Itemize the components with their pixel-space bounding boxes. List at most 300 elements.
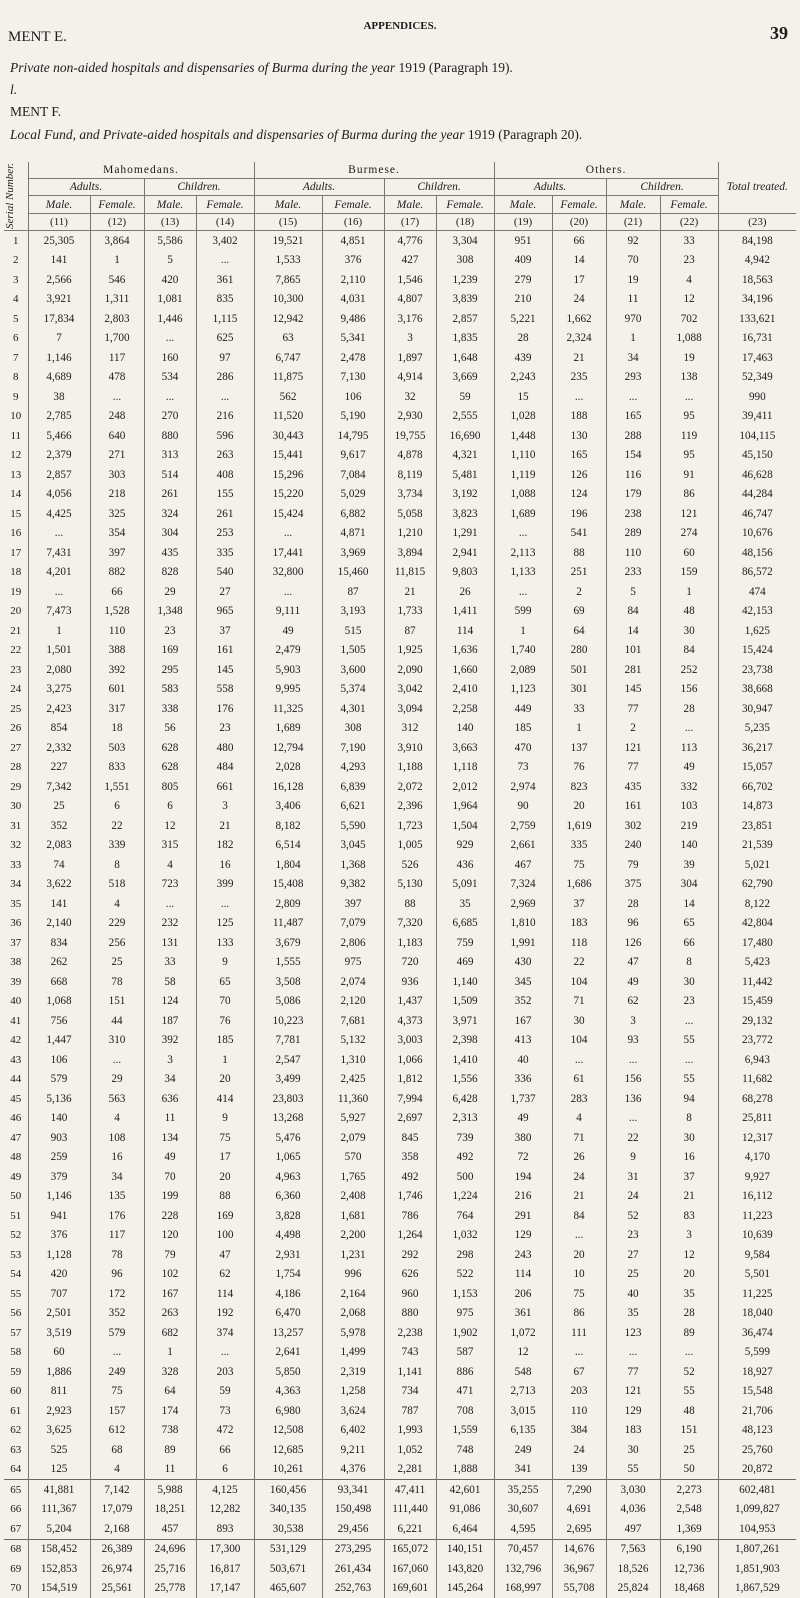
table-row — [4, 1323, 796, 1343]
sex-header: Male. — [494, 196, 552, 213]
value-cell: 29,456 — [322, 1519, 384, 1539]
value-cell: 13,268 — [254, 1109, 322, 1129]
table-row — [4, 894, 796, 914]
value-cell: 286 — [196, 368, 254, 388]
value-cell: 19,521 — [254, 231, 322, 251]
value-cell: 1,810 — [494, 914, 552, 934]
serial-cell: 62 — [4, 1421, 28, 1441]
value-cell: 14 — [660, 894, 718, 914]
value-cell: 341 — [494, 1460, 552, 1480]
value-cell: 6,135 — [494, 1421, 552, 1441]
value-cell: 427 — [384, 251, 436, 271]
value-cell: 160,456 — [254, 1480, 322, 1500]
value-cell: 2,548 — [660, 1500, 718, 1520]
value-cell: 78 — [90, 1245, 144, 1265]
value-cell: 20 — [660, 1265, 718, 1285]
value-cell: 497 — [606, 1519, 660, 1539]
value-cell: 15,296 — [254, 465, 322, 485]
value-cell: 4,689 — [28, 368, 90, 388]
value-cell: 2 — [606, 719, 660, 739]
title-2-year: 1919 (Paragraph 20). — [464, 127, 582, 142]
value-cell: 134 — [144, 1128, 196, 1148]
value-cell: ... — [254, 582, 322, 602]
value-cell: 1,065 — [254, 1148, 322, 1168]
value-cell: 121 — [606, 1382, 660, 1402]
value-cell: 30,538 — [254, 1519, 322, 1539]
value-cell: 4,851 — [322, 231, 384, 251]
value-cell: 1,052 — [384, 1440, 436, 1460]
value-cell: 1 — [606, 329, 660, 349]
value-cell: 126 — [552, 465, 606, 485]
value-cell: 9,995 — [254, 680, 322, 700]
value-cell: 185 — [196, 1031, 254, 1051]
value-cell: 21 — [196, 816, 254, 836]
value-cell: 2,110 — [322, 270, 384, 290]
value-cell: 55 — [660, 1070, 718, 1090]
value-cell: 216 — [196, 407, 254, 427]
value-cell: 169 — [196, 1206, 254, 1226]
value-cell: 1,754 — [254, 1265, 322, 1285]
value-cell: 7,324 — [494, 875, 552, 895]
value-cell: 2,501 — [28, 1304, 90, 1324]
value-cell: 281 — [606, 660, 660, 680]
value-cell: 2,313 — [436, 1109, 494, 1129]
value-cell: 1,146 — [28, 348, 90, 368]
value-cell: 1 — [144, 1343, 196, 1363]
value-cell: 354 — [90, 524, 144, 544]
value-cell: 352 — [494, 992, 552, 1012]
value-cell: 23,851 — [718, 816, 796, 836]
value-cell: 103 — [660, 797, 718, 817]
value-cell: 66 — [196, 1440, 254, 1460]
value-cell: 17 — [552, 270, 606, 290]
value-cell: 1,636 — [436, 641, 494, 661]
value-cell: ... — [144, 329, 196, 349]
value-cell: 628 — [144, 738, 196, 758]
value-cell: 114 — [196, 1284, 254, 1304]
column-number: (14) — [196, 213, 254, 230]
value-cell: 90 — [494, 797, 552, 817]
value-cell: 936 — [384, 972, 436, 992]
value-cell: 16 — [90, 1148, 144, 1168]
value-cell: 58 — [144, 972, 196, 992]
value-cell: 2,423 — [28, 699, 90, 719]
value-cell: 492 — [436, 1148, 494, 1168]
table-row — [4, 465, 796, 485]
value-cell: 3,600 — [322, 660, 384, 680]
value-cell: 1,088 — [660, 329, 718, 349]
value-cell: 262 — [28, 953, 90, 973]
value-cell: 8 — [660, 1109, 718, 1129]
serial-cell: 38 — [4, 953, 28, 973]
value-cell: 3 — [660, 1226, 718, 1246]
value-cell: 8,182 — [254, 816, 322, 836]
value-cell: 249 — [494, 1440, 552, 1460]
value-cell: 129 — [606, 1401, 660, 1421]
value-cell: 16 — [660, 1148, 718, 1168]
value-cell: 68,278 — [718, 1089, 796, 1109]
value-cell: 91,086 — [436, 1500, 494, 1520]
value-cell: 145,264 — [436, 1579, 494, 1598]
table-row — [4, 387, 796, 407]
value-cell: 361 — [196, 270, 254, 290]
value-cell: 52 — [606, 1206, 660, 1226]
column-number: (18) — [436, 213, 494, 230]
value-cell: 478 — [90, 368, 144, 388]
table-row — [4, 797, 796, 817]
value-cell: 2,803 — [90, 309, 144, 329]
value-cell: 125 — [196, 914, 254, 934]
value-cell: 137 — [552, 738, 606, 758]
value-cell: 903 — [28, 1128, 90, 1148]
value-cell: 2,923 — [28, 1401, 90, 1421]
value-cell: 828 — [144, 563, 196, 583]
table-row — [4, 816, 796, 836]
value-cell: 130 — [552, 426, 606, 446]
value-cell: 5,590 — [322, 816, 384, 836]
value-cell: 2,941 — [436, 543, 494, 563]
value-cell: 854 — [28, 719, 90, 739]
table-row — [4, 777, 796, 797]
value-cell: 111,440 — [384, 1500, 436, 1520]
value-cell: 87 — [322, 582, 384, 602]
value-cell: 18,526 — [606, 1559, 660, 1579]
value-cell: 18 — [90, 719, 144, 739]
value-cell: 303 — [90, 465, 144, 485]
value-cell: ... — [660, 1343, 718, 1363]
value-cell: 11,487 — [254, 914, 322, 934]
value-cell: 71 — [552, 992, 606, 1012]
value-cell: 18,927 — [718, 1362, 796, 1382]
value-cell: ... — [144, 894, 196, 914]
value-cell: 2,273 — [660, 1480, 718, 1500]
value-cell: 1,146 — [28, 1187, 90, 1207]
value-cell: 25,778 — [144, 1579, 196, 1598]
table-row — [4, 1050, 796, 1070]
value-cell: 129 — [494, 1226, 552, 1246]
value-cell: 34 — [144, 1070, 196, 1090]
value-cell: 313 — [144, 446, 196, 466]
column-number: (21) — [606, 213, 660, 230]
value-cell: 47 — [606, 953, 660, 973]
value-cell: 143,820 — [436, 1559, 494, 1579]
table-row — [4, 270, 796, 290]
value-cell: 168,997 — [494, 1579, 552, 1598]
value-cell: 240 — [606, 836, 660, 856]
value-cell: 30,443 — [254, 426, 322, 446]
value-cell: 11,325 — [254, 699, 322, 719]
value-cell: 1,118 — [436, 758, 494, 778]
value-cell: 708 — [436, 1401, 494, 1421]
table-row — [4, 621, 796, 641]
value-cell: 1 — [90, 251, 144, 271]
table-row — [4, 914, 796, 934]
value-cell: 1,737 — [494, 1089, 552, 1109]
value-cell: 24 — [552, 290, 606, 310]
value-cell: 345 — [494, 972, 552, 992]
table-row — [4, 699, 796, 719]
value-cell: 1 — [552, 719, 606, 739]
value-cell: 24 — [552, 1167, 606, 1187]
value-cell: 7,130 — [322, 368, 384, 388]
value-cell: 1,239 — [436, 270, 494, 290]
value-cell: 308 — [322, 719, 384, 739]
title-1-text: Private non-aided hospitals and dispensaries of Burma during the year — [10, 60, 395, 75]
value-cell: 139 — [552, 1460, 606, 1480]
value-cell: 1,835 — [436, 329, 494, 349]
value-cell: 183 — [606, 1421, 660, 1441]
value-cell: 5,599 — [718, 1343, 796, 1363]
value-cell: 12 — [494, 1343, 552, 1363]
value-cell: 24 — [552, 1440, 606, 1460]
value-cell: 315 — [144, 836, 196, 856]
value-cell: 61 — [552, 1070, 606, 1090]
serial-cell: 57 — [4, 1323, 28, 1343]
value-cell: 420 — [144, 270, 196, 290]
column-number: (11) — [28, 213, 90, 230]
value-cell: 21,706 — [718, 1401, 796, 1421]
value-cell: 1,559 — [436, 1421, 494, 1441]
value-cell: 219 — [660, 816, 718, 836]
column-number: (22) — [660, 213, 718, 230]
value-cell: 5,341 — [322, 329, 384, 349]
value-cell: 8 — [90, 855, 144, 875]
value-cell: ... — [660, 1050, 718, 1070]
value-cell: 84 — [552, 1206, 606, 1226]
value-cell: 6,621 — [322, 797, 384, 817]
sex-header: Female. — [552, 196, 606, 213]
serial-header: Serial Number. — [4, 162, 28, 231]
value-cell: 48 — [660, 602, 718, 622]
value-cell: 457 — [144, 1519, 196, 1539]
table-row — [4, 1265, 796, 1285]
sex-header: Female. — [196, 196, 254, 213]
value-cell: 11,442 — [718, 972, 796, 992]
value-cell: 975 — [436, 1304, 494, 1324]
value-cell: 140 — [660, 836, 718, 856]
value-cell: 135 — [90, 1187, 144, 1207]
value-cell: 11,223 — [718, 1206, 796, 1226]
value-cell: 1,625 — [718, 621, 796, 641]
value-cell: 49 — [660, 758, 718, 778]
value-cell: 20 — [552, 797, 606, 817]
table-row — [4, 1031, 796, 1051]
value-cell: 160 — [144, 348, 196, 368]
value-cell: 3,663 — [436, 738, 494, 758]
value-cell: 38,668 — [718, 680, 796, 700]
value-cell: 119 — [660, 426, 718, 446]
value-cell: ... — [552, 1343, 606, 1363]
value-cell: 253 — [196, 524, 254, 544]
value-cell: 3,042 — [384, 680, 436, 700]
value-cell: 3,839 — [436, 290, 494, 310]
value-cell: 59 — [196, 1382, 254, 1402]
value-cell: 72 — [494, 1148, 552, 1168]
value-cell: 525 — [28, 1440, 90, 1460]
value-cell: 2,931 — [254, 1245, 322, 1265]
value-cell: 2,547 — [254, 1050, 322, 1070]
value-cell: 5,501 — [718, 1265, 796, 1285]
value-cell: 823 — [552, 777, 606, 797]
value-cell: 37 — [196, 621, 254, 641]
table-row — [4, 836, 796, 856]
value-cell: ... — [660, 719, 718, 739]
value-cell: 1,804 — [254, 855, 322, 875]
value-cell: 514 — [144, 465, 196, 485]
value-cell: 271 — [90, 446, 144, 466]
value-cell: 374 — [196, 1323, 254, 1343]
value-cell: 2,089 — [494, 660, 552, 680]
value-cell: 1,153 — [436, 1284, 494, 1304]
value-cell: 52 — [660, 1362, 718, 1382]
serial-cell: 20 — [4, 602, 28, 622]
header-left: MENT E. — [8, 29, 67, 46]
value-cell: 263 — [144, 1304, 196, 1324]
value-cell: 3,402 — [196, 231, 254, 251]
value-cell: 361 — [494, 1304, 552, 1324]
group-others: Others. — [494, 162, 718, 179]
value-cell: 2 — [552, 582, 606, 602]
value-cell: 113 — [660, 738, 718, 758]
value-cell: 707 — [28, 1284, 90, 1304]
value-cell: 39,411 — [718, 407, 796, 427]
value-cell: 16,731 — [718, 329, 796, 349]
value-cell: 439 — [494, 348, 552, 368]
value-cell: 30 — [660, 1128, 718, 1148]
value-cell: 1,068 — [28, 992, 90, 1012]
serial-cell: 3 — [4, 270, 28, 290]
value-cell: 64 — [552, 621, 606, 641]
value-cell: 1,258 — [322, 1382, 384, 1402]
value-cell: 28 — [494, 329, 552, 349]
value-cell: 1,533 — [254, 251, 322, 271]
sex-header: Male. — [254, 196, 322, 213]
value-cell: 70 — [196, 992, 254, 1012]
value-cell: 3,734 — [384, 485, 436, 505]
value-cell: 6,360 — [254, 1187, 322, 1207]
serial-cell: 6 — [4, 329, 28, 349]
value-cell: 734 — [384, 1382, 436, 1402]
value-cell: 35,255 — [494, 1480, 552, 1500]
value-cell: 1,368 — [322, 855, 384, 875]
serial-cell: 9 — [4, 387, 28, 407]
value-cell: 5,130 — [384, 875, 436, 895]
value-cell: 1 — [196, 1050, 254, 1070]
value-cell: 75 — [552, 1284, 606, 1304]
value-cell: 304 — [144, 524, 196, 544]
value-cell: ... — [660, 387, 718, 407]
value-cell: 625 — [196, 329, 254, 349]
value-cell: 16,112 — [718, 1187, 796, 1207]
value-cell: 845 — [384, 1128, 436, 1148]
value-cell: 526 — [384, 855, 436, 875]
value-cell: 990 — [718, 387, 796, 407]
value-cell: 21 — [384, 582, 436, 602]
value-cell: 64 — [144, 1382, 196, 1402]
value-cell: 9 — [196, 953, 254, 973]
value-cell: 1,505 — [322, 641, 384, 661]
value-cell: 152,853 — [28, 1559, 90, 1579]
title-2-text: Local Fund, and Private-aided hospitals and dispensaries of Burma during the year — [10, 127, 464, 142]
value-cell: ... — [196, 894, 254, 914]
value-cell: 44 — [90, 1011, 144, 1031]
value-cell: 435 — [606, 777, 660, 797]
value-cell: 10,639 — [718, 1226, 796, 1246]
table-row — [4, 1519, 796, 1539]
value-cell: 2,759 — [494, 816, 552, 836]
value-cell: 206 — [494, 1284, 552, 1304]
value-cell: 62 — [196, 1265, 254, 1285]
value-cell: 10,676 — [718, 524, 796, 544]
serial-cell: 24 — [4, 680, 28, 700]
value-cell: 338 — [144, 699, 196, 719]
value-cell: 36,474 — [718, 1323, 796, 1343]
value-cell: ... — [552, 1226, 606, 1246]
value-cell: 4,914 — [384, 368, 436, 388]
subgroup-header: Adults. — [254, 179, 384, 196]
value-cell: 2,080 — [28, 660, 90, 680]
value-cell: 20 — [196, 1070, 254, 1090]
value-cell: 408 — [196, 465, 254, 485]
column-number: (23) — [718, 213, 796, 230]
value-cell: 1,032 — [436, 1226, 494, 1246]
table-row — [4, 1500, 796, 1520]
value-cell: 397 — [90, 543, 144, 563]
value-cell: 77 — [606, 699, 660, 719]
value-cell: 324 — [144, 504, 196, 524]
table-row — [4, 972, 796, 992]
value-cell: 1,447 — [28, 1031, 90, 1051]
value-cell: 229 — [90, 914, 144, 934]
value-cell: 30,607 — [494, 1500, 552, 1520]
column-number: (13) — [144, 213, 196, 230]
serial-cell: 55 — [4, 1284, 28, 1304]
value-cell: 93,341 — [322, 1480, 384, 1500]
value-cell: 6,190 — [660, 1539, 718, 1559]
value-cell: 2,332 — [28, 738, 90, 758]
table-row — [4, 1401, 796, 1421]
value-cell: 165 — [552, 446, 606, 466]
value-cell: 2,396 — [384, 797, 436, 817]
title-1 — [10, 60, 513, 76]
table-row — [4, 1070, 796, 1090]
table-row — [4, 1206, 796, 1226]
value-cell: 1,119 — [494, 465, 552, 485]
value-cell: 274 — [660, 524, 718, 544]
value-cell: 188 — [552, 407, 606, 427]
value-cell: 18,563 — [718, 270, 796, 290]
table-row — [4, 602, 796, 622]
value-cell: 1,660 — [436, 660, 494, 680]
value-cell: 18,468 — [660, 1579, 718, 1598]
page-number: 39 — [770, 23, 788, 44]
value-cell: 17,147 — [196, 1579, 254, 1598]
sex-header: Female. — [660, 196, 718, 213]
value-cell: 3,406 — [254, 797, 322, 817]
value-cell: 86,572 — [718, 563, 796, 583]
value-cell: 196 — [552, 504, 606, 524]
value-cell: 1,310 — [322, 1050, 384, 1070]
table-row — [4, 660, 796, 680]
value-cell: 28 — [660, 1304, 718, 1324]
value-cell: 2,713 — [494, 1382, 552, 1402]
value-cell: 12 — [660, 1245, 718, 1265]
value-cell: 295 — [144, 660, 196, 680]
value-cell: 120 — [144, 1226, 196, 1246]
value-cell: ... — [196, 1343, 254, 1363]
value-cell: 42,804 — [718, 914, 796, 934]
value-cell: 123 — [606, 1323, 660, 1343]
